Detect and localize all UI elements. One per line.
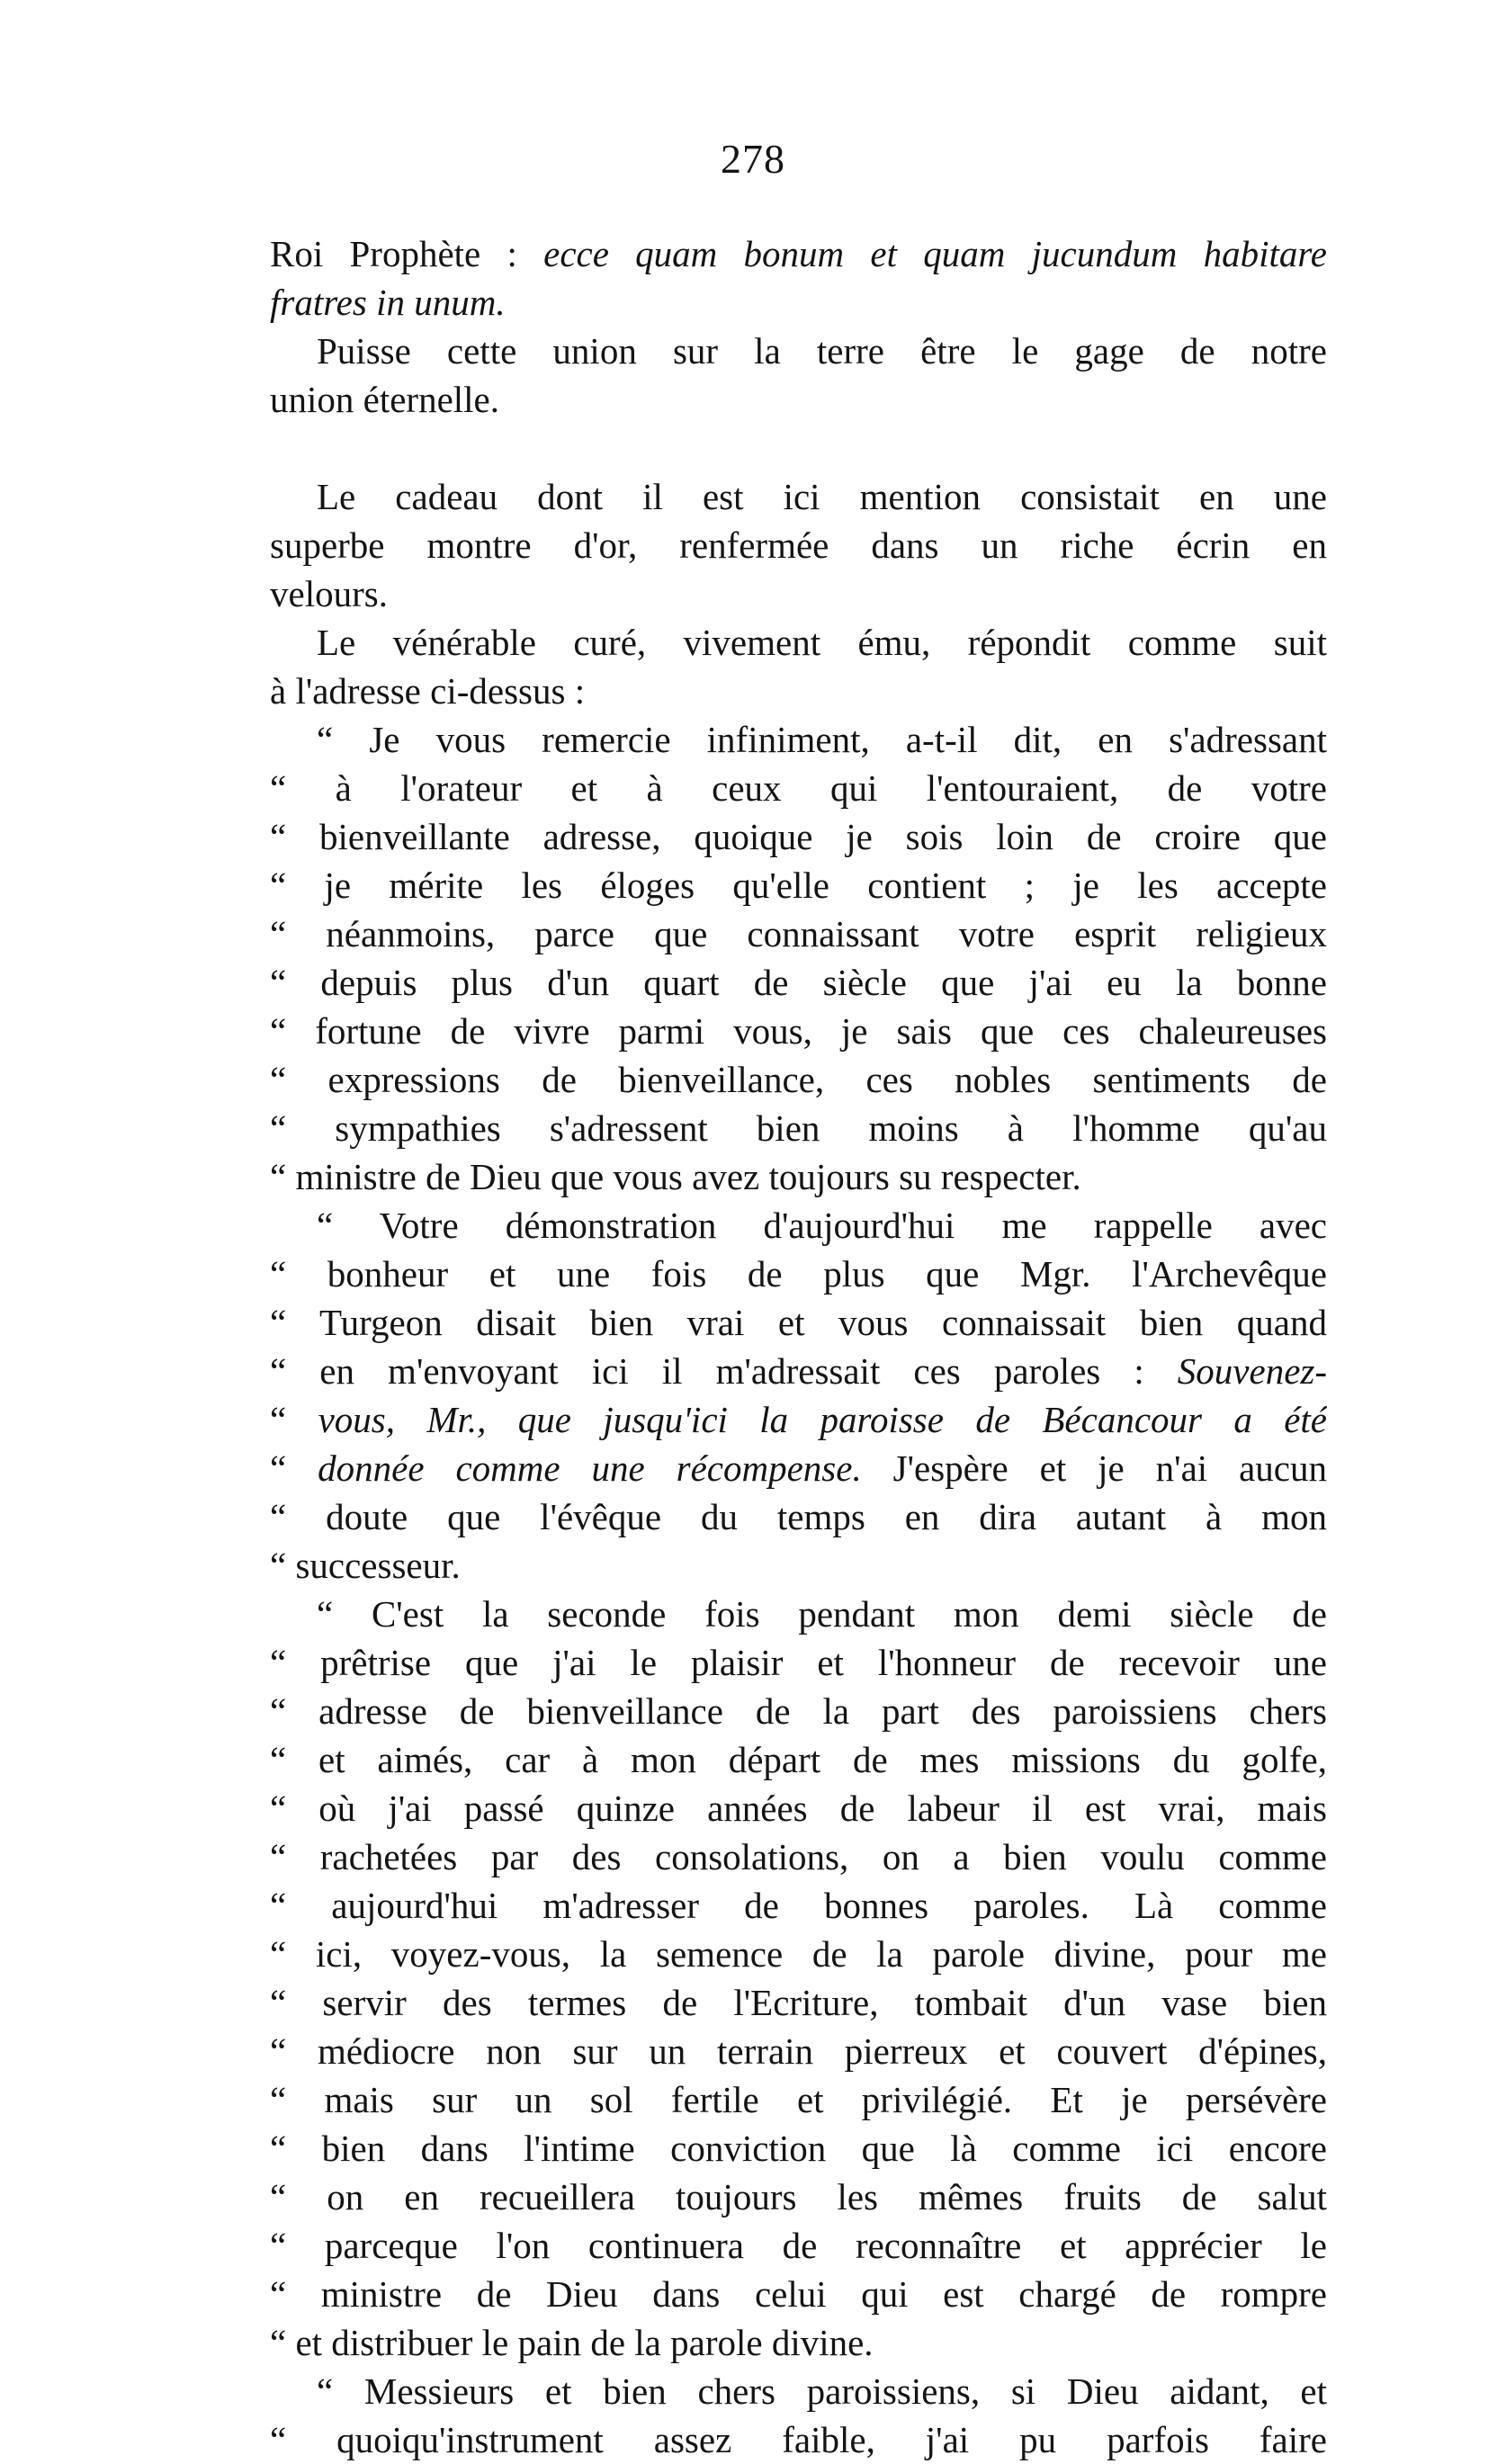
italic-quote: donnée comme une récompense. [318,1447,862,1489]
text-line: “ ministre de Dieu dans celui qui est chargé de rompre [270,2273,1327,2315]
text-line: à l'adresse ci-dessus : [270,670,586,712]
text-line: “ bienveillante adresse, quoique je sois loin de croire que [270,816,1327,857]
text-line: “ ici, voyez-vous, la semence de la parole divine, pour me [270,1933,1327,1975]
text-line: “ bonheur et une fois de plus que Mgr. l'Archevêque [270,1253,1327,1295]
text-line: velours. [270,573,388,614]
italic-quote: Souvenez- [1177,1350,1327,1392]
text-line: “ Votre démonstration d'aujourd'hui me rappelle avec [317,1205,1327,1246]
page-number: 278 [721,136,785,182]
text-line: “ parceque l'on continuera de reconnaître et apprécier le [270,2225,1327,2266]
text-line: “ ministre de Dieu que vous avez toujours su respecter. [270,1156,1081,1197]
text-line: Puisse cette union sur la terre être le gage de notre [317,330,1327,372]
text-line: “ C'est la seconde fois pendant mon demi siècle de [317,1593,1327,1635]
text-line: union éternelle. [270,379,500,420]
text-line: Roi Prophète : ecce quam bonum et quam jucundum habitare [270,233,1327,274]
text-line: “ depuis plus d'un quart de siècle que j'ai eu la bonne [270,962,1327,1003]
text-line: “ aujourd'hui m'adresser de bonnes paroles. Là comme [270,1885,1327,1926]
text-line: “ et distribuer le pain de la parole divine. [270,2322,874,2363]
text-line: “ prêtrise que j'ai le plaisir et l'honneur de recevoir une [270,1642,1327,1683]
text-line: Le cadeau dont il est ici mention consistait en une [317,476,1327,517]
text-line: “ je mérite les éloges qu'elle contient ; je les accepte [270,865,1327,906]
latin-quote: ecce quam bonum et quam jucundum habitare [543,233,1327,274]
italic-quote: vous, Mr., que jusqu'ici la paroisse de Bécancour a été [318,1399,1327,1440]
text-line: “ on en recueillera toujours les mêmes fruits de salut [270,2176,1327,2218]
text-line: “ adresse de bienveillance de la part des paroissiens chers [270,1690,1327,1732]
text-line: “ néanmoins, parce que connaissant votre esprit religieux [270,913,1327,954]
blank-line [270,424,1327,472]
text-line: “ Je vous remercie infiniment, a-t-il dit, en s'adressant [317,719,1327,760]
text-line: “ médiocre non sur un terrain pierreux et couvert d'épines, [270,2030,1327,2072]
text-line [270,278,1327,327]
text-line: “ en m'envoyant ici il m'adressait ces paroles : Souvenez- [270,1350,1327,1392]
text-line: “ servir des termes de l'Ecriture, tombait d'un vase bien [270,1982,1327,2023]
text-line: “ vous, Mr., que jusqu'ici la paroisse de Bécancour a été [270,1399,1327,1440]
text-line: “ doute que l'évêque du temps en dira autant à mon [270,1496,1327,1537]
text-line: “ Turgeon disait bien vrai et vous connaissait bien quand [270,1302,1327,1343]
text-line: “ fortune de vivre parmi vous, je sais que ces chaleureuses [270,1010,1327,1052]
text-line: “ successeur. [270,1545,461,1586]
text-line: “ à l'orateur et à ceux qui l'entouraient, de votre [270,767,1327,809]
text-line: “ Messieurs et bien chers paroissiens, si Dieu aidant, et [317,2370,1327,2412]
text-line: “ sympathies s'adressent bien moins à l'homme qu'au [270,1107,1327,1149]
text-line: Le vénérable curé, vivement ému, répondit comme suit [317,622,1327,663]
text-line: “ mais sur un sol fertile et privilégié. Et je persévère [270,2079,1327,2120]
text-line: “ donnée comme une récompense. J'espère et je n'ai aucun [270,1447,1327,1489]
text-line: “ et aimés, car à mon départ de mes missions du golfe, [270,1739,1327,1780]
text-line: “ rachetées par des consolations, on a bien voulu comme [270,1836,1327,1877]
latin-quote: fratres in unum. [270,282,506,323]
text-line: “ bien dans l'intime conviction que là comme ici encore [270,2128,1327,2169]
text-line: “ où j'ai passé quinze années de labeur il est vrai, mais [270,1788,1327,1829]
text-line: “ quoiqu'instrument assez faible, j'ai pu parfois faire [270,2419,1327,2460]
text-line: “ expressions de bienveillance, ces nobles sentiments de [270,1059,1327,1100]
text-line: superbe montre d'or, renfermée dans un riche écrin en [270,524,1327,566]
body-text [270,229,1327,2464]
